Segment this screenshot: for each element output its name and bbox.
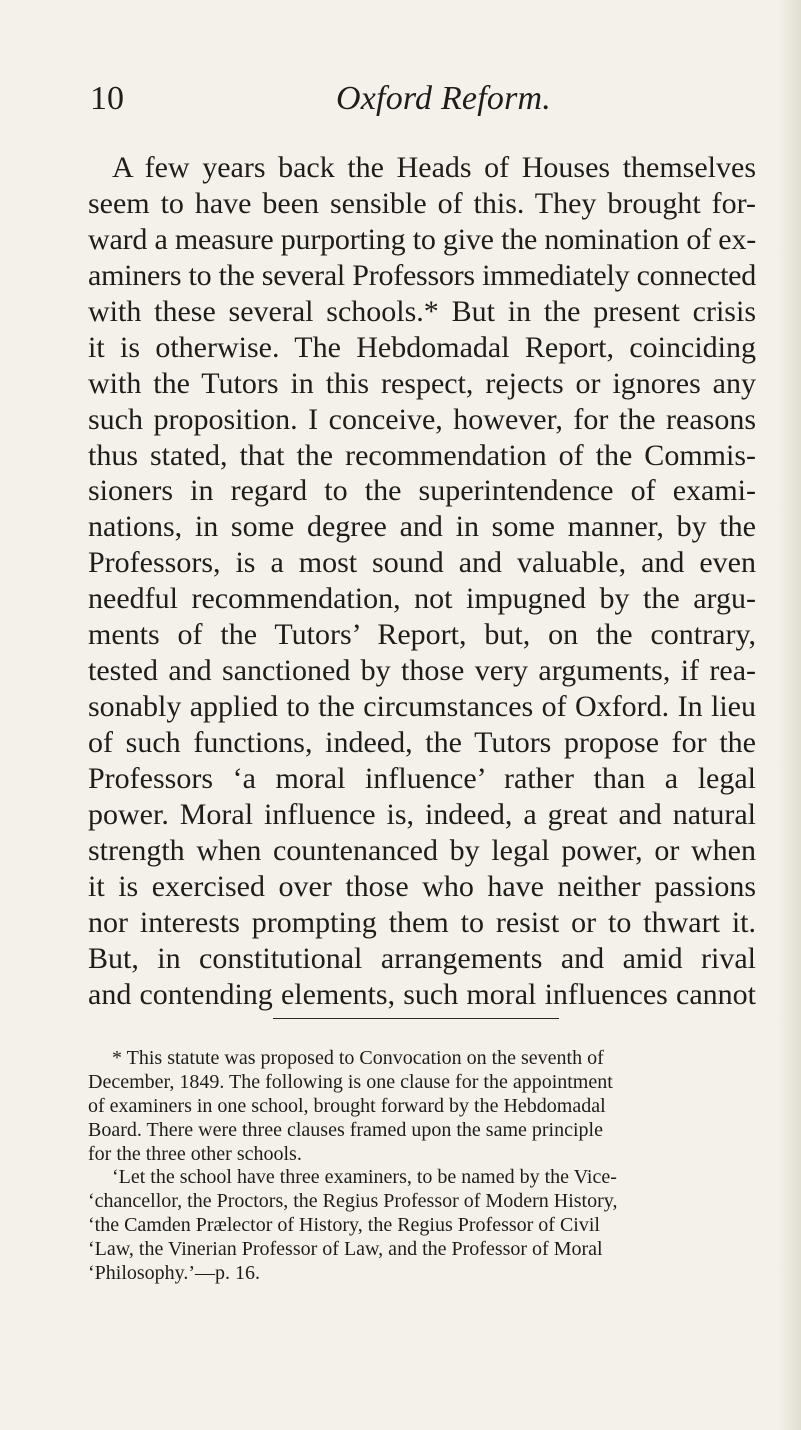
body-line: sioners in regard to the superintendence of exami-: [88, 474, 756, 508]
body-line: it is otherwise. The Hebdomadal Report, coinciding: [88, 330, 756, 364]
body-line: nor interests prompting them to resist or to thwart it.: [88, 905, 756, 939]
footnote-line: December, 1849. The following is one clause for the appointment: [88, 1070, 613, 1093]
body-line: thus stated, that the recommendation of the Commis-: [88, 438, 756, 472]
body-line: strength when countenanced by legal power, or when: [88, 833, 756, 867]
footnote-line: * This statute was proposed to Convocation on the seventh of: [112, 1047, 604, 1069]
page-edge-shadow: [777, 0, 801, 1430]
body-line: nations, in some degree and in some manner, by the: [88, 510, 756, 544]
footnote-line: ‘the Camden Prælector of History, the Regius Professor of Civil: [88, 1214, 600, 1237]
page-header: [90, 82, 750, 122]
body-line: aminers to the several Professors immediately connected: [88, 258, 756, 292]
body-line: with these several schools.* But in the present crisis: [88, 294, 756, 328]
running-title: Oxford Reform.: [336, 80, 551, 117]
footnote-line: of examiners in one school, brought forward by the Hebdomadal: [88, 1094, 606, 1117]
body-line: Professors, is a most sound and valuable, and even: [88, 546, 756, 580]
body-line: But, in constitutional arrangements and amid rival: [88, 941, 756, 975]
body-line: power. Moral influence is, indeed, a great and natural: [88, 797, 756, 831]
footnote-line: ‘chancellor, the Proctors, the Regius Professor of Modern History,: [88, 1190, 618, 1213]
footnote: [88, 1047, 756, 1286]
footnote-line: ‘Let the school have three examiners, to be named by the Vice-: [112, 1166, 617, 1189]
body-line: and contending elements, such moral influences cannot: [88, 977, 756, 1011]
footnote-line: ‘Law, the Vinerian Professor of Law, and the Professor of Moral: [88, 1238, 603, 1261]
footnote-divider: [273, 1018, 559, 1019]
body-line: sonably applied to the circumstances of Oxford. In lieu: [88, 690, 756, 724]
footnote-line: ‘Philosophy.’—p. 16.: [88, 1262, 261, 1285]
body-paragraph: [88, 150, 756, 1013]
footnote-line: for the three other schools.: [88, 1142, 302, 1165]
body-line: tested and sanctioned by those very arguments, if rea-: [88, 654, 756, 688]
body-line: it is exercised over those who have neither passions: [88, 869, 756, 903]
body-line: A few years back the Heads of Houses themselves: [112, 151, 756, 184]
body-line: seem to have been sensible of this. They brought for-: [88, 186, 756, 220]
page-number: 10: [90, 80, 124, 117]
body-line: ments of the Tutors’ Report, but, on the contrary,: [88, 618, 756, 652]
body-line: of such functions, indeed, the Tutors propose for the: [88, 726, 756, 759]
body-line: ward a measure purporting to give the nomination of ex-: [88, 222, 756, 256]
footnote-line: Board. There were three clauses framed upon the same principle: [88, 1118, 603, 1141]
body-line: with the Tutors in this respect, rejects or ignores any: [88, 366, 756, 400]
body-line: needful recommendation, not impugned by the argu-: [88, 582, 756, 616]
body-line: Professors ‘a moral influence’ rather than a legal: [88, 761, 756, 795]
body-line: such proposition. I conceive, however, for the reasons: [88, 402, 756, 436]
